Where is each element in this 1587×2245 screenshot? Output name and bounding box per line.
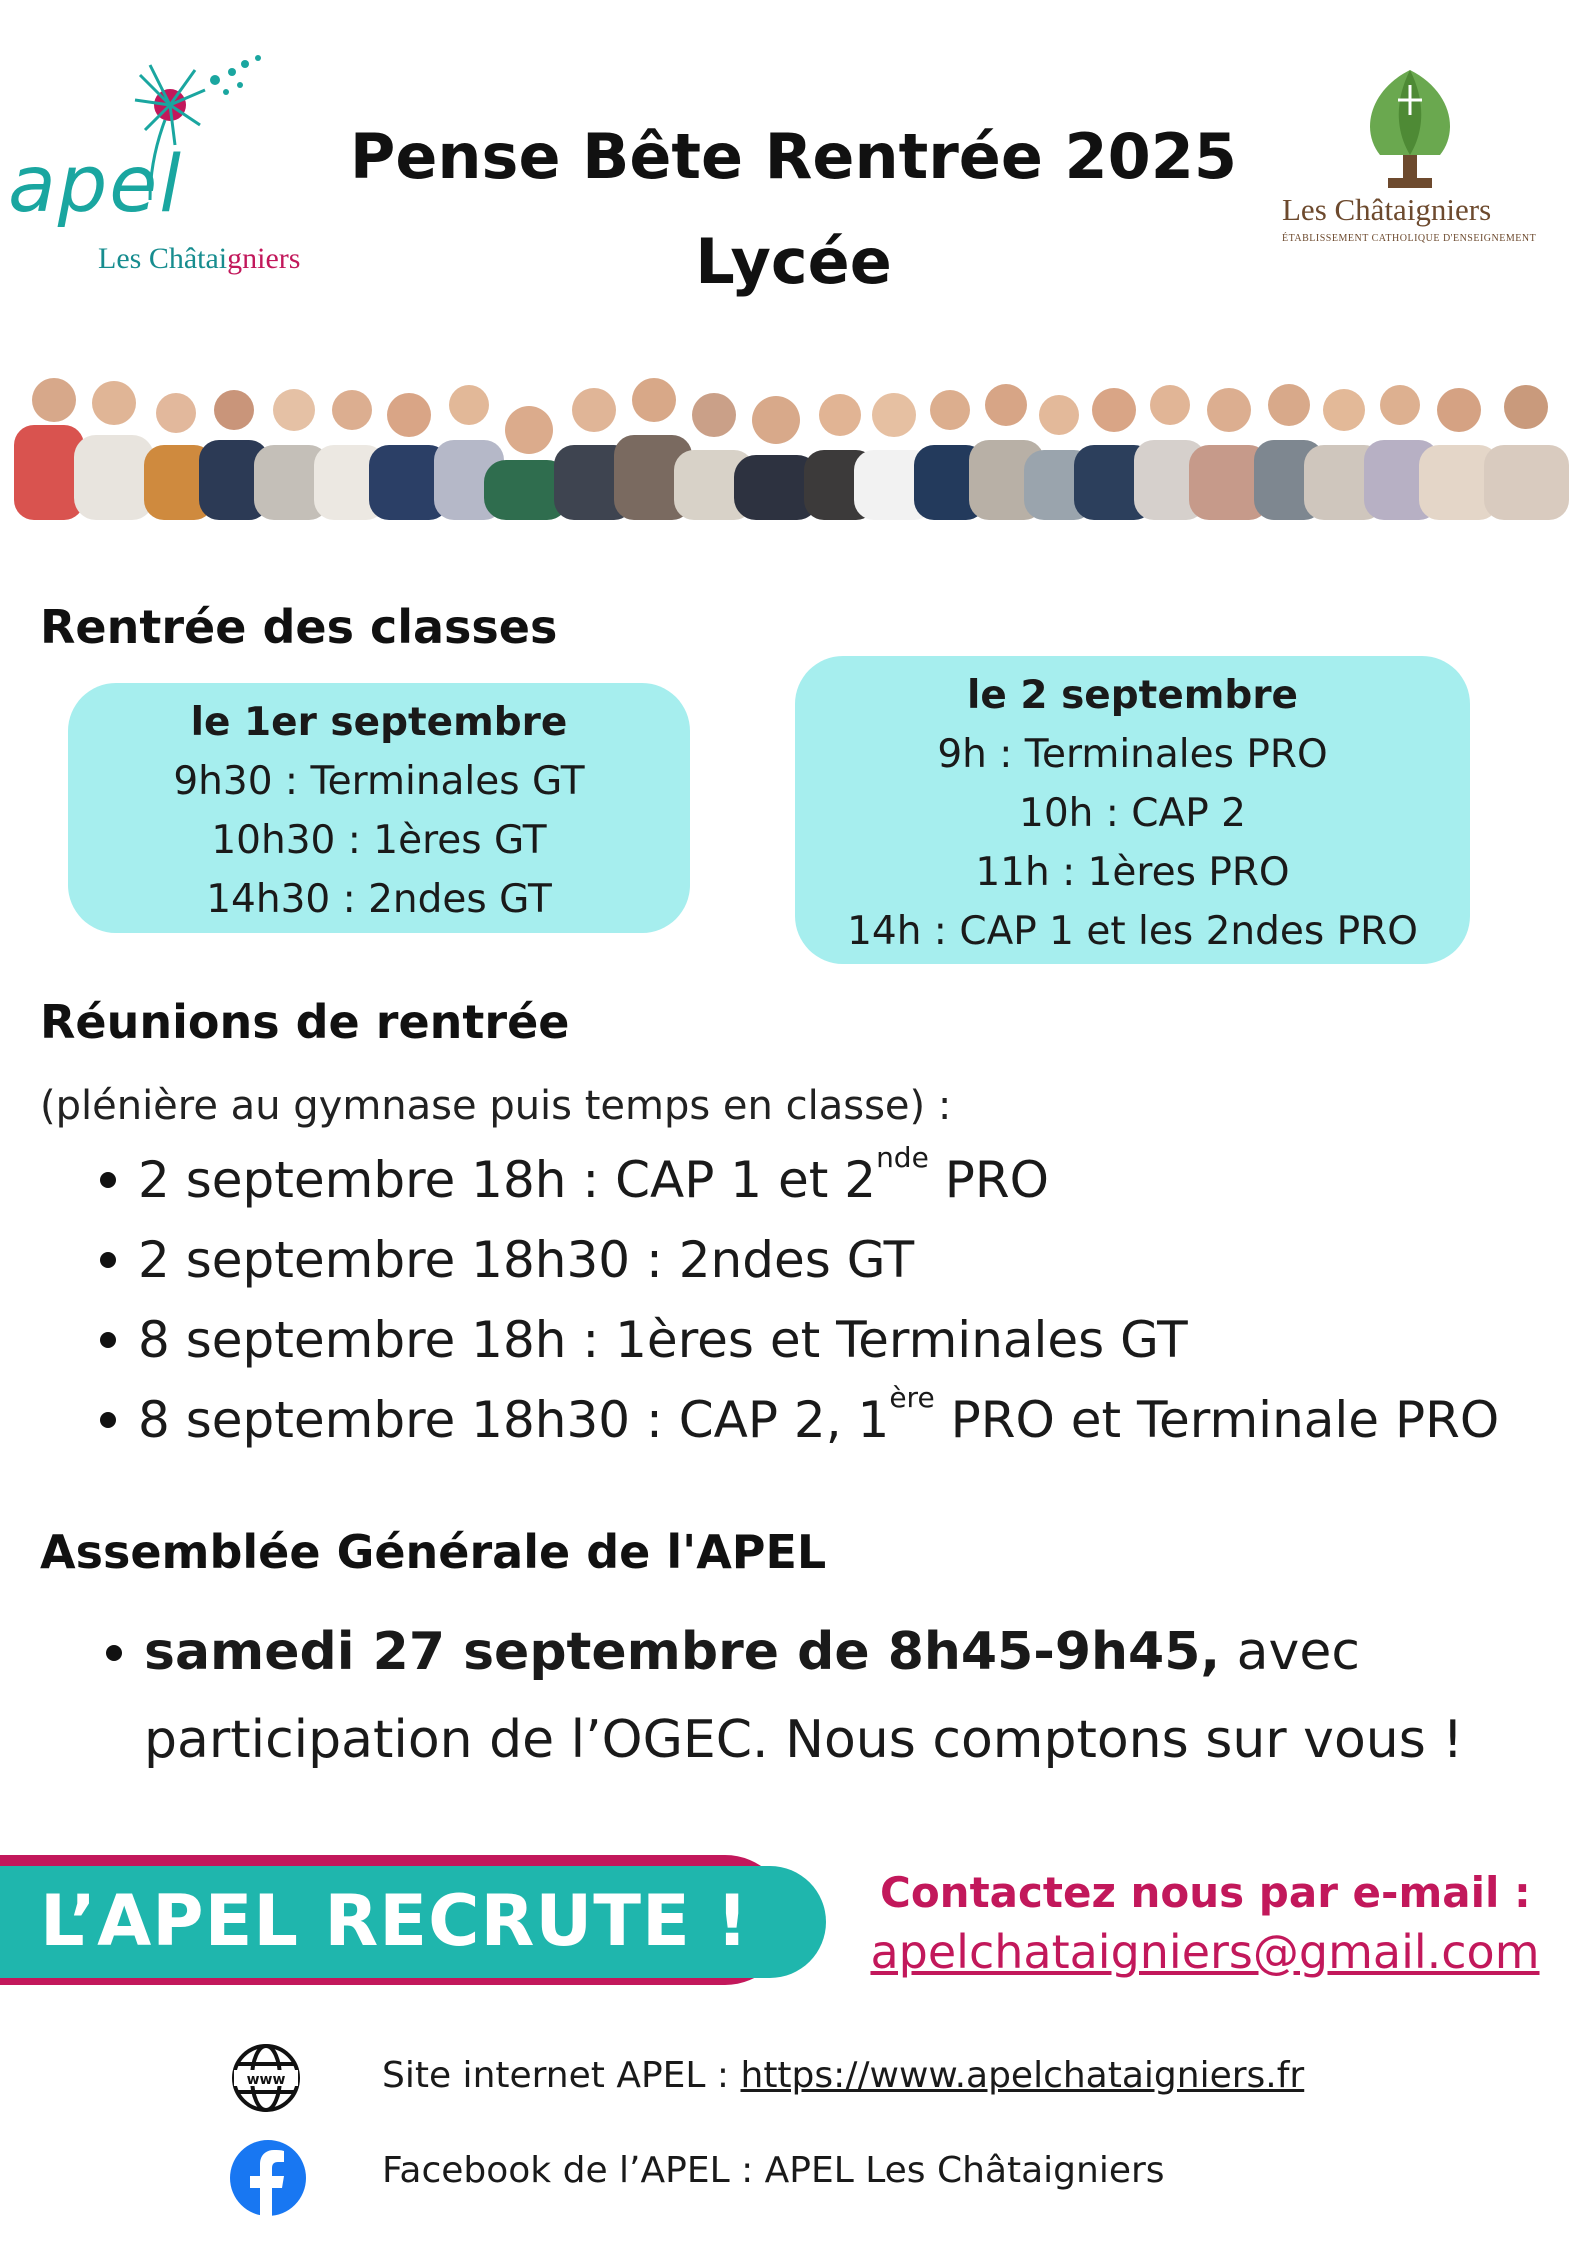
staff-person: [14, 378, 1569, 520]
rentree-day2-line: 10h : CAP 2: [1019, 791, 1246, 836]
assemblee-line2: participation de l’OGEC. Nous comptons sur vous !: [144, 1710, 1464, 1770]
reunions-list: [90, 1140, 1499, 1460]
apel-sub-part2: gniers: [227, 242, 301, 275]
footer-facebook: Facebook de l’APEL : APEL Les Châtaigniers: [382, 2150, 1165, 2191]
rentree-day1-line: 10h30 : 1ères GT: [211, 818, 547, 863]
assemblee-date: samedi 27 septembre de 8h45-9h45,: [144, 1622, 1221, 1682]
rentree-day1-card: [68, 683, 690, 933]
recrute-banner-text: L’APEL RECRUTE !: [40, 1880, 750, 1962]
page-subtitle: Lycée: [695, 225, 892, 298]
reunion-text: 8 septembre 18h : 1ères et Terminales GT: [138, 1311, 1188, 1369]
reunion-tail: PRO: [928, 1151, 1049, 1209]
reunion-text: 2 septembre 18h30 : 2ndes GT: [138, 1231, 915, 1289]
reunions-heading: Réunions de rentrée: [40, 995, 570, 1049]
rentree-day2-title: le 2 septembre: [966, 673, 1299, 718]
apel-logo-word: apel: [8, 140, 183, 230]
school-logo-name: Les Châtaigniers: [1282, 192, 1492, 227]
bullet-icon: [100, 1172, 116, 1188]
list-item: [90, 1300, 1499, 1380]
rentree-day2-line: 14h : CAP 1 et les 2ndes PRO: [847, 909, 1418, 954]
reunion-sup: nde: [876, 1141, 929, 1174]
rentree-day2-line: 11h : 1ères PRO: [975, 850, 1290, 895]
reunion-text: 8 septembre 18h30 : CAP 2, 1: [138, 1391, 890, 1449]
reunions-note: (plénière au gymnase puis temps en classe) :: [40, 1083, 952, 1129]
tree-icon: [1270, 60, 1550, 190]
assemblee-heading: Assemblée Générale de l'APEL: [40, 1525, 827, 1579]
facebook-icon[interactable]: [228, 2138, 308, 2218]
assemblee-line1: [144, 1608, 1360, 1696]
list-item: [90, 1220, 1499, 1300]
apel-sub-part1: Les Châtai: [98, 242, 228, 275]
list-item: [90, 1140, 1499, 1220]
footer-site-label: Site internet APEL :: [382, 2055, 741, 2096]
rentree-day2-line: 9h : Terminales PRO: [937, 732, 1328, 777]
contact-email-link[interactable]: apelchataigniers@gmail.com: [870, 1925, 1540, 1979]
reunion-text: 2 septembre 18h : CAP 1 et 2: [138, 1151, 877, 1209]
reunion-tail: PRO et Terminale PRO: [934, 1391, 1500, 1449]
rentree-day1-line: 9h30 : Terminales GT: [173, 759, 585, 804]
rentree-day1-line: 14h30 : 2ndes GT: [206, 877, 552, 922]
footer-site-link[interactable]: https://www.apelchataigniers.fr: [740, 2055, 1305, 2096]
footer-site: [382, 2055, 1304, 2096]
rentree-day2-card: [795, 656, 1470, 964]
bullet-icon: [100, 1332, 116, 1348]
assemblee-line1-rest: avec: [1220, 1622, 1360, 1682]
globe-icon-text: www: [246, 2072, 286, 2088]
list-item: [90, 1380, 1499, 1460]
rentree-heading: Rentrée des classes: [40, 600, 558, 654]
globe-icon: [230, 2040, 302, 2116]
bullet-icon: [100, 1252, 116, 1268]
staff-photo-banner: [14, 345, 1574, 520]
school-logo-subtitle: ÉTABLISSEMENT CATHOLIQUE D'ENSEIGNEMENT: [1282, 233, 1537, 244]
bullet-icon: [100, 1412, 116, 1428]
reunion-sup: ère: [889, 1381, 935, 1414]
contact-label: Contactez nous par e-mail :: [880, 1868, 1531, 1917]
bullet-icon: [106, 1645, 122, 1661]
page-title: Pense Bête Rentrée 2025: [349, 120, 1238, 193]
rentree-day1-title: le 1er septembre: [190, 700, 568, 745]
